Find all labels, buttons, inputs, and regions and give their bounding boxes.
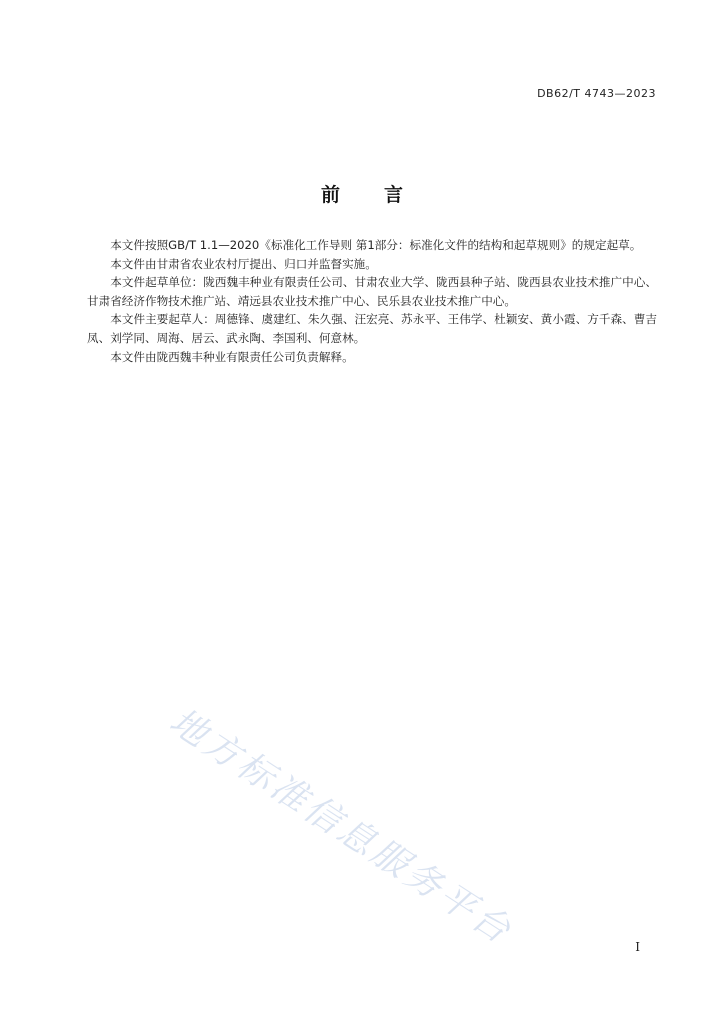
paragraph-interpretation: 本文件由陇西魏丰种业有限责任公司负责解释。 bbox=[110, 349, 354, 364]
paragraph-drafting-rules: 本文件按照GB/T 1.1—2020《标准化工作导则 第1部分：标准化文件的结构和起草规则》的规定起草。 bbox=[110, 238, 642, 252]
watermark: 地方标准信息服务平台 bbox=[162, 700, 521, 954]
standard-code: DB62/T 4743—2023 bbox=[537, 87, 656, 100]
paragraph-drafters: 本文件主要起草人：周德锋、虞建红、朱久强、汪宏亮、苏永平、王伟学、杜颖安、黄小霞、方千森、曹吉凤、刘学同、周海、居云、武永陶、李国利、何意林。 bbox=[87, 312, 657, 345]
paragraph-proposer: 本文件由甘肃省农业农村厅提出、归口并监督实施。 bbox=[110, 256, 377, 271]
paragraph-drafting-units: 本文件起草单位：陇西魏丰种业有限责任公司、甘肃农业大学、陇西县种子站、陇西县农业技术推广中心、甘肃省经济作物技术推广站、靖远县农业技术推广中心、民乐县农业技术推广中心。 bbox=[87, 275, 657, 308]
page-title: 前言 bbox=[320, 184, 447, 206]
body-text bbox=[87, 236, 657, 366]
page-number: I bbox=[635, 940, 640, 954]
